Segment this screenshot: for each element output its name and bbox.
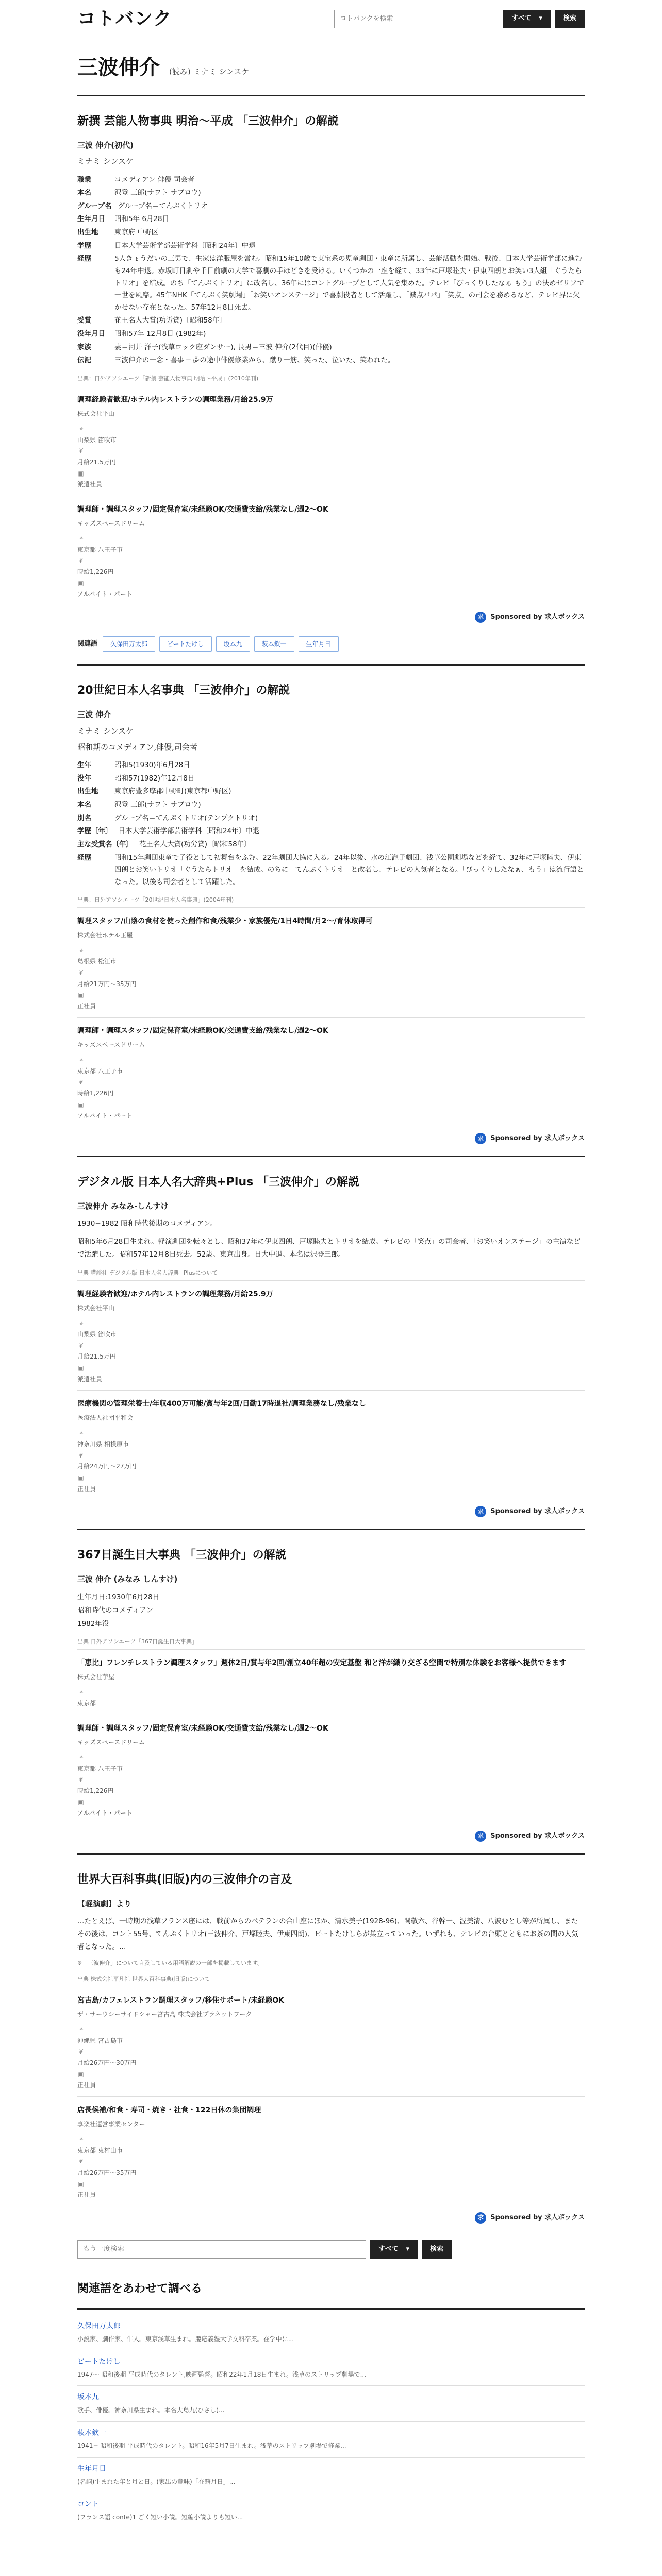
detail-row	[77, 773, 585, 785]
job-ad-pay-text: 月給26万円〜30万円	[77, 2059, 137, 2067]
entry-reading: (読み) ミナミ シンスケ	[169, 67, 250, 76]
source-citation: 出典：日外アソシエーツ「20世紀日本人名事典」(2004年刊)	[77, 896, 234, 904]
person-years: 1930−1982 昭和時代後期のコメディアン。	[77, 1219, 217, 1228]
divider	[77, 664, 585, 666]
detail-row	[77, 315, 585, 327]
job-ad-company: 株式会社平山	[77, 410, 115, 417]
detail-row	[77, 328, 585, 341]
job-ad-loc-text: 東京都 八王子市	[77, 546, 123, 553]
sponsor-label: Sponsored by 求人ボックス	[490, 2213, 585, 2222]
list-item-desc: 歌手、俳優。神奈川県生まれ。本名大島九(ひさし)...	[77, 2406, 225, 2414]
detail-list	[77, 174, 585, 367]
job-ad-pay	[77, 968, 585, 990]
detail-value: 沢登 三郎(サワト サブロウ)	[114, 801, 201, 809]
job-ad-type	[77, 2179, 585, 2201]
detail-value: 昭和時代のコメディアン	[77, 1606, 153, 1615]
bottom-scope-select[interactable]	[370, 2240, 418, 2259]
divider	[77, 1529, 585, 1530]
detail-value: グループ名＝てんぷくトリオ(テンプクトリオ)	[114, 814, 258, 822]
person-name: 三波 伸介 (みなみ しんすけ)	[77, 1574, 178, 1584]
detail-key: 没年	[77, 774, 91, 783]
detail-key: グループ名	[77, 201, 112, 210]
job-ad-pay-text: 月給21万円〜35万円	[77, 980, 137, 988]
detail-value: 昭和5年 6月28日	[114, 215, 170, 224]
job-ad[interactable]	[77, 1715, 585, 1824]
sponsor-credit[interactable]	[77, 605, 585, 629]
job-ad-company: キッズスペースドリーム	[77, 1041, 145, 1048]
detail-row	[77, 839, 585, 851]
detail-row	[77, 852, 585, 889]
list-item-title[interactable]: 坂本九	[77, 2393, 99, 2402]
job-ad-loc-text: 神奈川県 相模原市	[77, 1440, 129, 1448]
job-ad[interactable]	[77, 1390, 585, 1500]
subsection-title: 【軽演劇】より	[77, 1899, 132, 1908]
detail-value: 妻＝河井 洋子(浅草ロック座ダンサー), 長男＝三波 伸介(2代目)(俳優)	[114, 343, 332, 351]
detail-row	[77, 1605, 585, 1617]
related-tag[interactable]: 坂本九	[216, 636, 250, 652]
job-ad-type	[77, 1363, 585, 1385]
job-ad-loc-text: 山梨県 笛吹市	[77, 436, 117, 444]
detail-key: 主な受賞名〔年〕	[77, 840, 133, 849]
list-item-desc: 小説家、劇作家、俳人。東京浅草生まれ。慶応義塾大学文科卒業。在学中に...	[77, 2335, 294, 2343]
entry-body: …たとえば、一時期の浅草フランス座には、戦前からのベテランの合山座にほか、清水美子(1928-96)、関敬六、谷幹一、渥美清、八波むとし等が所属し、またその後は、コント55号、てんぷくトリオ(三波伸介、戸塚睦夫、伊東四朗)、ビートたけしらが巣立っていった。いずれも、テレビの台頭とともにお茶の間の人気者となった。…	[77, 1917, 578, 1951]
detail-row	[77, 759, 585, 772]
list-item-title[interactable]: 萩本欽一	[77, 2429, 106, 2437]
list-item[interactable]	[77, 2315, 585, 2350]
job-ad-pay-text: 月給21.5万円	[77, 459, 116, 466]
job-ad-list	[77, 1649, 585, 1824]
divider	[77, 2308, 585, 2310]
job-ad[interactable]	[77, 386, 585, 496]
source-citation: 出典 講談社 デジタル版 日本人名大辞典+Plusについて	[77, 1269, 218, 1277]
search-button[interactable]: 検索	[555, 10, 585, 28]
job-ad-title[interactable]: 店長候補/和食・寿司・焼き・社食・122日休の集団調理	[77, 2106, 261, 2114]
job-ad-type-text: 派遣社員	[77, 1375, 103, 1383]
job-ad-pay-text: 月給21.5万円	[77, 1353, 116, 1361]
yen-icon: ¥	[79, 2158, 83, 2165]
job-ad-company: 株式会社芋屋	[77, 1673, 115, 1681]
scope-select[interactable]	[503, 10, 551, 28]
location-icon: ⌖	[79, 946, 83, 954]
job-ad[interactable]	[77, 496, 585, 605]
job-ad-loc	[77, 1687, 585, 1709]
detail-row	[77, 1618, 585, 1631]
job-ad-type-text: 正社員	[77, 2191, 96, 2199]
job-ad-company: 医療法人社団平和会	[77, 1414, 134, 1421]
sponsor-label: Sponsored by 求人ボックス	[490, 613, 585, 621]
job-ad-meta	[77, 1055, 585, 1122]
detail-key: 伝記	[77, 356, 91, 365]
job-ad-type-text: アルバイト・パート	[77, 590, 133, 598]
job-ad-type-text: 正社員	[77, 1002, 96, 1010]
job-ad[interactable]	[77, 1017, 585, 1127]
job-ad-list	[77, 1987, 585, 2206]
job-ad-company: 株式会社平山	[77, 1304, 115, 1312]
location-icon: ⌖	[79, 1429, 83, 1437]
job-ad-loc	[77, 1752, 585, 1774]
job-ad-meta	[77, 1752, 585, 1819]
location-icon: ⌖	[79, 2136, 83, 2143]
divider	[77, 1853, 585, 1855]
job-ad-type	[77, 1099, 585, 1122]
detail-value: グループ名＝てんぷくトリオ	[118, 201, 208, 210]
detail-key: 家族	[77, 343, 91, 351]
detail-key: 職業	[77, 175, 91, 184]
job-ad-loc-text: 東京都	[77, 1700, 96, 1707]
job-ad-type	[77, 1472, 585, 1495]
briefcase-icon: ▣	[78, 1798, 84, 1806]
job-ad-meta	[77, 2024, 585, 2091]
detail-key: 生年月日	[77, 215, 105, 224]
bottom-search-button[interactable]: 検索	[422, 2240, 452, 2259]
job-ad-pay-text: 時給1,226円	[77, 1090, 114, 1097]
detail-list	[77, 1591, 585, 1630]
job-ad-loc	[77, 423, 585, 446]
job-ad[interactable]	[77, 1649, 585, 1714]
detail-key: 本名	[77, 189, 91, 197]
kyujinbox-icon: 求	[475, 2212, 486, 2224]
job-ad-company: キッズスペースドリーム	[77, 1738, 145, 1746]
detail-value: 昭和57年 12月8日 (1982年)	[114, 330, 206, 338]
job-ad-title[interactable]: 調理師・調理スタッフ/固定保育室/未経験OK/交通費支給/残業なし/週2〜OK	[77, 505, 328, 514]
scope-label: すべて	[378, 2245, 399, 2253]
sponsor-label: Sponsored by 求人ボックス	[490, 1507, 585, 1516]
job-ad[interactable]	[77, 1987, 585, 2096]
yen-icon: ¥	[79, 1776, 83, 1784]
detail-row	[77, 786, 585, 798]
yen-icon: ¥	[79, 447, 83, 455]
briefcase-icon: ▣	[78, 1473, 84, 1481]
job-ad-type	[77, 2069, 585, 2091]
section-title: 20世紀日本人名事典 「三波伸介」の解説	[77, 684, 290, 698]
job-ad-title[interactable]: 調理経験者歓迎/ホテル内レストランの調理業務/月給25.9万	[77, 1290, 273, 1299]
detail-key: 没年月日	[77, 330, 105, 338]
job-ad-company: キッズスペースドリーム	[77, 519, 145, 527]
job-ad-title[interactable]: 調理経験者歓迎/ホテル内レストランの調理業務/月給25.9万	[77, 396, 273, 404]
related-list-title: 関連語をあわせて調べる	[77, 2282, 203, 2295]
job-ad-meta	[77, 945, 585, 1012]
sponsor-credit[interactable]	[77, 2206, 585, 2230]
detail-key: 本名	[77, 801, 91, 809]
briefcase-icon: ▣	[78, 2070, 84, 2078]
job-ad-company: ザ・サーウシーサイドシャー宮古島 株式会社プラネットワーク	[77, 2010, 252, 2018]
briefcase-icon: ▣	[78, 1364, 84, 1372]
job-ad-pay	[77, 555, 585, 578]
detail-key: 経歴	[77, 255, 91, 263]
location-icon: ⌖	[79, 1056, 83, 1064]
job-ad-loc	[77, 945, 585, 968]
job-ad-company: 株式会社ホテル玉屋	[77, 931, 133, 939]
job-ad[interactable]	[77, 1280, 585, 1390]
detail-value: 花王名人大賞(功労賞)〔昭和58年〕	[139, 840, 251, 849]
site-logo[interactable]: コトバンク	[77, 8, 172, 29]
list-item-title[interactable]: ビートたけし	[77, 2358, 121, 2366]
job-ad-list	[77, 907, 585, 1127]
detail-key: 学歴	[77, 241, 91, 250]
yen-icon: ¥	[79, 1078, 83, 1086]
job-ad-pay	[77, 1450, 585, 1472]
sponsor-credit[interactable]	[77, 1824, 585, 1848]
top-header	[0, 0, 662, 38]
job-ad-pay-text: 時給1,226円	[77, 568, 114, 575]
entry-body: 昭和5年6月28日生まれ。軽演劇団を転々とし、昭和37年に伊東四朗、戸塚睦夫とトリオを結成。テレビの「笑点」の司会者、「お笑いオンステージ」の主演などで活躍した。昭和57年12月8日死去。52歳。東京出身。日大中退。本名は沢登三郎。	[77, 1238, 581, 1259]
job-ad-pay	[77, 1077, 585, 1099]
job-ad-pay-text: 月給24万円〜27万円	[77, 1463, 137, 1470]
job-ad-title[interactable]: 調理師・調理スタッフ/固定保育室/未経験OK/交通費支給/残業なし/週2〜OK	[77, 1027, 328, 1036]
source-citation: 出典：日外アソシエーツ「新撰 芸能人物事典 明治～平成」(2010年刊)	[77, 375, 259, 382]
chevron-down-icon: ▾	[539, 14, 542, 23]
detail-value: 1982年没	[77, 1619, 109, 1628]
list-item-desc: 1941− 昭和後期-平成時代のタレント。昭和16年5月7日生まれ。浅草のストリップ劇場で修業...	[77, 2442, 346, 2450]
detail-value: 三波伸介の一念・喜事 ─ 夢の途中俳優修業から、蹴り一筋、笑った、泣いた、笑われた。	[114, 356, 395, 365]
page-title	[77, 38, 585, 90]
job-ad-title[interactable]: 調理師・調理スタッフ/固定保育室/未経験OK/交通費支給/残業なし/週2〜OK	[77, 1724, 328, 1733]
detail-key: 出生地	[77, 787, 98, 796]
job-ad-list	[77, 386, 585, 605]
person-kana: ミナミ シンスケ	[77, 157, 134, 166]
header-search	[334, 10, 585, 28]
location-icon: ⌖	[79, 1688, 83, 1696]
job-ad-type-text: アルバイト・パート	[77, 1809, 133, 1817]
job-ad-type	[77, 1797, 585, 1819]
job-ad-type	[77, 578, 585, 600]
person-kana: ミナミ シンスケ	[77, 726, 134, 736]
briefcase-icon: ▣	[78, 991, 84, 999]
detail-value: 日本大学芸術学部芸術学科〔昭和24年〕中退	[118, 827, 260, 836]
detail-key: 出生地	[77, 228, 98, 237]
list-item[interactable]	[77, 2386, 585, 2421]
yen-icon: ¥	[79, 969, 83, 976]
job-ad-list	[77, 1280, 585, 1500]
source-citation: 出典 日外アソシエーツ「367日誕生日大事典」	[77, 1638, 198, 1646]
job-ad-type-text: 正社員	[77, 1485, 96, 1493]
scope-label: すべて	[511, 14, 532, 23]
job-ad-meta	[77, 1428, 585, 1495]
bottom-search	[77, 2230, 585, 2269]
briefcase-icon: ▣	[78, 469, 84, 477]
person-name: 三波 伸介(初代)	[77, 141, 134, 150]
detail-row	[77, 227, 585, 239]
related-tag[interactable]: ビートたけし	[159, 636, 212, 652]
yen-icon: ¥	[79, 1451, 83, 1459]
job-ad-type-text: 派遣社員	[77, 481, 103, 488]
detail-row	[77, 342, 585, 354]
detail-row	[77, 174, 585, 187]
job-ad-loc	[77, 2134, 585, 2156]
detail-key: 別名	[77, 814, 91, 822]
detail-key: 学歴〔年〕	[77, 827, 112, 836]
job-ad-pay	[77, 2047, 585, 2069]
job-ad-loc-text: 山梨県 笛吹市	[77, 1331, 117, 1338]
detail-value: 花王名人大賞(功労賞)〔昭和58年〕	[114, 316, 226, 325]
list-item[interactable]	[77, 2458, 585, 2493]
list-item-desc: (フランス語 conte)1 ごく短い小説。短編小説よりも短い...	[77, 2513, 243, 2521]
detail-row	[77, 825, 585, 838]
detail-list	[77, 759, 585, 888]
list-item-title[interactable]: 久保田万太郎	[77, 2321, 121, 2330]
job-ad-loc-text: 島根県 松江市	[77, 958, 117, 965]
detail-value: 沢登 三郎(サワト サブロウ)	[114, 189, 201, 197]
main-content	[77, 38, 585, 2529]
detail-value: 日本大学芸術学部芸術学科〔昭和24年〕中退	[114, 241, 256, 250]
kyujinbox-icon: 求	[475, 1506, 486, 1517]
section-title: 新撰 芸能人物事典 明治～平成 「三波伸介」の解説	[77, 115, 339, 128]
related-tag[interactable]: 生年月日	[299, 636, 339, 652]
detail-value: 東京府 中野区	[114, 228, 159, 237]
job-ad-type	[77, 990, 585, 1012]
detail-row	[77, 1591, 585, 1604]
related-tags	[77, 629, 585, 659]
job-ad-loc-text: 沖縄県 宮古島市	[77, 2037, 123, 2044]
job-ad-meta	[77, 533, 585, 600]
sponsor-credit[interactable]	[77, 1500, 585, 1523]
detail-value: 昭和5(1930)年6月28日	[114, 761, 190, 770]
search-input[interactable]	[334, 10, 499, 28]
job-ad-loc	[77, 1318, 585, 1341]
entry-name: 三波伸介	[77, 56, 160, 79]
detail-row	[77, 187, 585, 199]
job-ad-loc-text: 東京都 八王子市	[77, 1765, 123, 1772]
divider	[77, 1156, 585, 1157]
kyujinbox-icon: 求	[475, 1831, 486, 1842]
detail-row	[77, 354, 585, 367]
detail-row	[77, 200, 585, 213]
list-item-title[interactable]: 生年月日	[77, 2464, 106, 2473]
sponsor-credit[interactable]	[77, 1127, 585, 1150]
divider	[77, 95, 585, 96]
job-ad-pay	[77, 2156, 585, 2178]
section-title: 367日誕生日大事典 「三波伸介」の解説	[77, 1549, 287, 1562]
sponsor-label: Sponsored by 求人ボックス	[490, 1832, 585, 1840]
job-ad-meta	[77, 2134, 585, 2201]
detail-row	[77, 253, 585, 314]
briefcase-icon: ▣	[78, 2180, 84, 2188]
briefcase-icon: ▣	[78, 579, 84, 587]
detail-key: 生年	[77, 761, 91, 770]
job-ad-pay	[77, 1341, 585, 1363]
detail-key: 経歴	[77, 853, 91, 862]
job-ad-title[interactable]: 調理スタッフ/山陰の食材を使った創作和食/残業少・家族優先/1日4時間/月2〜/育休取得可	[77, 917, 373, 926]
detail-value: 5人きょうだいの三男で、生家は洋服屋を営む。昭和15年10歳で東宝系の児童劇団・東童に所属し、芸能活動を開始。戦後、日本大学芸術学部に進むも24年中退。赤坂町日劇や千日前劇の大学で喜劇の手ほどきを受ける。いくつかの一座を経て、33年に戸塚睦夫・伊東四朗とお笑い3人組「ぐうたらトリオ」を結成。のち「てんぷくトリオ」に改名し、36年にはコントグループとして人気を集めた。テレビ「びっくりしたなぁ もう」の決めゼリフで一世を風靡。45年NHK「てんぷく笑劇場」「お笑いオンステージ」で喜劇役者として活躍し、「減点パパ」「笑点」の司会を務めるなど、テレビ界に欠かせない存在となった。57年12月8日死去。	[114, 255, 584, 312]
job-ad-loc	[77, 1055, 585, 1077]
sponsor-label: Sponsored by 求人ボックス	[490, 1134, 585, 1143]
kyujinbox-icon: 求	[475, 612, 486, 623]
job-ad[interactable]	[77, 2096, 585, 2206]
job-ad-type-text: 正社員	[77, 2081, 96, 2089]
list-item-desc: 1947〜 昭和後期-平成時代のタレント,映画監督。昭和22年1月18日生まれ。浅草のストリップ劇場で...	[77, 2370, 367, 2378]
job-ad-company: 享楽社運営事業センター	[77, 2120, 145, 2128]
job-ad[interactable]	[77, 907, 585, 1017]
job-ad-type	[77, 468, 585, 490]
detail-row	[77, 213, 585, 226]
job-ad-title[interactable]: 「恵比」フレンチレストラン調理スタッフ」週休2日/賞与年2回/創立40年超の安定基盤 和と洋が織り交ざる空間で特別な体験をお客様へ提供できます	[77, 1659, 567, 1668]
related-list	[77, 2315, 585, 2529]
detail-value: コメディアン 俳優 司会者	[114, 175, 195, 184]
job-ad-type-text: アルバイト・パート	[77, 1112, 133, 1120]
detail-key: 受賞	[77, 316, 91, 325]
related-label: 関連語	[77, 639, 98, 648]
detail-value: 東京府豊多摩郡中野町(東京都中野区)	[114, 787, 231, 796]
job-ad-pay	[77, 1774, 585, 1797]
job-ad-pay-text: 月給26万円〜35万円	[77, 2168, 137, 2176]
job-ad-loc-text: 東京都 東村山市	[77, 2146, 123, 2154]
detail-row	[77, 799, 585, 811]
job-ad-loc	[77, 1428, 585, 1450]
location-icon: ⌖	[79, 1754, 83, 1761]
list-item[interactable]	[77, 2350, 585, 2386]
list-item[interactable]	[77, 2422, 585, 2458]
job-ad-pay	[77, 446, 585, 468]
related-tag[interactable]: 萩本欽一	[254, 636, 294, 652]
job-ad-title[interactable]: 医療機関の管理栄養士/年収400万可能/賞与年2回/日勤17時退社/調理業務なし/残業なし	[77, 1400, 367, 1409]
job-ad-title[interactable]: 宮古島/カフェレストラン調理スタッフ/移住サポート/未経験OK	[77, 1996, 284, 2005]
mention-note: ※「三波伸介」について言及している用語解説の一部を掲載しています。	[77, 1959, 263, 1967]
detail-row	[77, 812, 585, 825]
list-item-title[interactable]: コント	[77, 2500, 99, 2509]
bottom-search-input[interactable]	[77, 2240, 366, 2259]
related-tag[interactable]: 久保田万太郎	[103, 636, 155, 652]
kyujinbox-icon: 求	[475, 1133, 486, 1144]
person-name: 三波伸介 みなみ-しんすけ	[77, 1201, 169, 1211]
job-ad-meta	[77, 1318, 585, 1385]
location-icon: ⌖	[79, 1319, 83, 1327]
job-ad-loc	[77, 2024, 585, 2046]
source-citation: 出典 株式会社平凡社 世界大百科事典(旧版)について	[77, 1975, 210, 1982]
list-item[interactable]	[77, 2493, 585, 2529]
job-ad-pay-text: 時給1,226円	[77, 1787, 114, 1794]
location-icon: ⌖	[79, 535, 83, 543]
person-role: 昭和期のコメディアン,俳優,司会者	[77, 742, 197, 752]
location-icon: ⌖	[79, 425, 83, 433]
list-item-desc: (名詞)生まれた年と月と日。(家出の意味)「在籍月日」...	[77, 2478, 236, 2485]
yen-icon: ¥	[79, 2048, 83, 2056]
person-name: 三波 伸介	[77, 710, 111, 720]
job-ad-meta	[77, 1687, 585, 1709]
section-title: デジタル版 日本人名大辞典+Plus 「三波伸介」の解説	[77, 1176, 359, 1189]
chevron-down-icon: ▾	[406, 2245, 409, 2253]
job-ad-meta	[77, 423, 585, 490]
detail-row	[77, 240, 585, 252]
section-title: 世界大百科事典(旧版)内の三波伸介の言及	[77, 1873, 292, 1886]
location-icon: ⌖	[79, 2026, 83, 2033]
tag-list	[103, 636, 339, 652]
job-ad-loc	[77, 533, 585, 555]
detail-value: 昭和57(1982)年12月8日	[114, 774, 195, 783]
job-ad-loc-text: 東京都 八王子市	[77, 1067, 123, 1075]
yen-icon: ¥	[79, 557, 83, 565]
detail-value: 昭和15年劇団東童で子役として初舞台をふむ。22年劇団大協に入る。24年以後、水の江瀧子劇団、浅草公園劇場などを経て、32年に戸塚睦夫、伊東四朗とお笑いトリオ「ぐうたらトリオ」を結成。のちに「てんぷくトリオ」と改名し、テレビの人気者となる。「びっくりしたなぁ、もう」は流行語となった。以後も司会者として活躍した。	[114, 853, 584, 886]
briefcase-icon: ▣	[78, 1100, 84, 1108]
detail-value: 生年月日:1930年6月28日	[77, 1593, 160, 1602]
yen-icon: ¥	[79, 1342, 83, 1349]
